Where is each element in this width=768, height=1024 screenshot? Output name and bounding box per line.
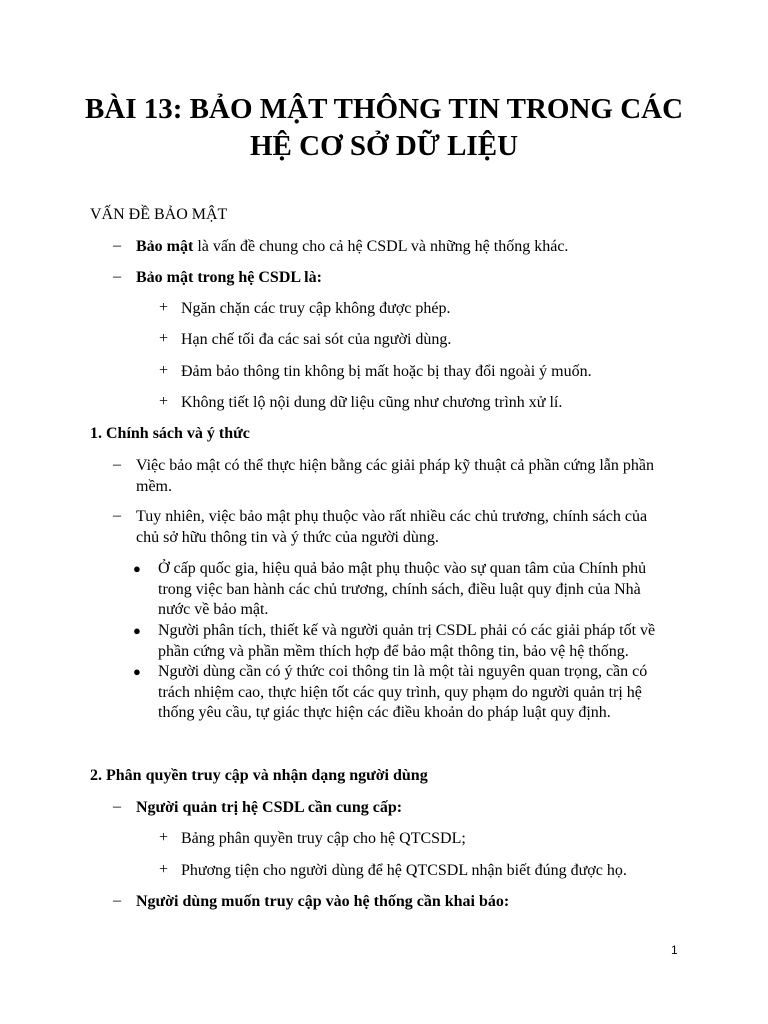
bullet-marker: ● (133, 623, 141, 638)
section1-dash-1 (136, 456, 654, 497)
section-heading-1: 1. Chính sách và ý thức (90, 425, 250, 442)
section1-bullet-3-line-2: trách nhiệm cao, thực hiện tốt các quy trình, quy phạm do người quản trị hệ (158, 683, 642, 701)
section1-bullet-1-line-1: Ở cấp quốc gia, hiệu quả bảo mật phụ thuộc vào sự quan tâm của Chính phủ (158, 560, 647, 577)
plus-marker: + (159, 393, 169, 410)
plus-marker: + (159, 861, 169, 878)
dash-marker: – (113, 892, 121, 909)
section1-dash-1-line-2: mềm. (136, 477, 172, 495)
security-sub-item: Hạn chế tối đa các sai sót của người dùng. (181, 331, 452, 348)
section1-dash-2-line-2: chủ sở hữu thông tin và ý thức của người dùng. (136, 528, 439, 546)
security-item-1-bold: Bảo mật (136, 238, 194, 255)
section1-bullet-2-line-1: Người phân tích, thiết kế và người quản trị CSDL phải có các giải pháp tốt về (158, 622, 656, 639)
section2-dash-2: Người dùng muốn truy cập vào hệ thống cần khai báo: (136, 893, 510, 910)
section1-bullet-3-line-1: Người dùng cần có ý thức coi thông tin là một tài nguyên quan trọng, cần có (158, 663, 648, 680)
section1-bullet-2-line-2: phần cứng và phần mềm thích hợp để bảo mật thông tin, bảo vệ hệ thống. (158, 642, 629, 660)
section2-dash-1: Người quản trị hệ CSDL cần cung cấp: (136, 799, 403, 816)
dash-marker: – (113, 507, 121, 524)
section1-bullet-1 (158, 559, 646, 621)
security-sub-item: Đảm bảo thông tin không bị mất hoặc bị thay đổi ngoài ý muốn. (181, 363, 592, 380)
bullet-marker: ● (133, 664, 141, 679)
dash-marker: – (113, 268, 121, 285)
plus-marker: + (159, 829, 169, 846)
section1-bullet-2 (158, 621, 655, 662)
section2-sub-item: Bảng phân quyền truy cập cho hệ QTCSDL; (181, 830, 466, 847)
title-line-2: HỆ CƠ SỞ DỮ LIỆU (249, 130, 519, 162)
dash-marker: – (113, 237, 121, 254)
section1-dash-1-line-1: Việc bảo mật có thể thực hiện bằng các giải pháp kỹ thuật cả phần cứng lẫn phần (136, 457, 654, 474)
section1-bullet-3-line-3: thống yêu cầu, tự giác thực hiện các điều khoản do pháp luật quy định. (158, 704, 611, 721)
security-sub-item: Không tiết lộ nội dung dữ liệu cũng như chương trình xử lí. (181, 394, 563, 411)
plus-marker: + (159, 299, 169, 316)
page-number: 1 (671, 943, 678, 957)
section1-bullet-1-line-2: trong việc ban hành các chủ trương, chính sách, điều luật quy định của Nhà (158, 580, 641, 598)
security-item-1-text: là vấn đề chung cho cả hệ CSDL và những hệ thống khác. (193, 238, 569, 255)
section1-dash-2 (136, 507, 647, 548)
plus-marker: + (159, 330, 169, 347)
section1-dash-2-line-1: Tuy nhiên, việc bảo mật phụ thuộc vào rất nhiều các chủ trương, chính sách của (136, 508, 648, 525)
bullet-marker: ● (133, 561, 141, 576)
section1-bullet-3 (158, 662, 647, 724)
dash-marker: – (113, 456, 121, 473)
security-item-1 (136, 237, 568, 258)
title-line-1: BÀI 13: BẢO MẬT THÔNG TIN TRONG CÁC (84, 93, 684, 125)
security-item-2: Bảo mật trong hệ CSDL là: (136, 269, 322, 286)
section1-bullet-1-line-3: nước về bảo mật. (158, 601, 269, 618)
section-heading-2: 2. Phân quyền truy cập và nhận dạng người dùng (90, 767, 428, 784)
section2-sub-item: Phương tiện cho người dùng để hệ QTCSDL nhận biết đúng được họ. (181, 862, 627, 879)
section-heading-security: VẤN ĐỀ BẢO MẬT (90, 206, 228, 223)
dash-marker: – (113, 798, 121, 815)
page-title (0, 91, 768, 165)
plus-marker: + (159, 362, 169, 379)
security-sub-item: Ngăn chặn các truy cập không được phép. (181, 300, 451, 317)
